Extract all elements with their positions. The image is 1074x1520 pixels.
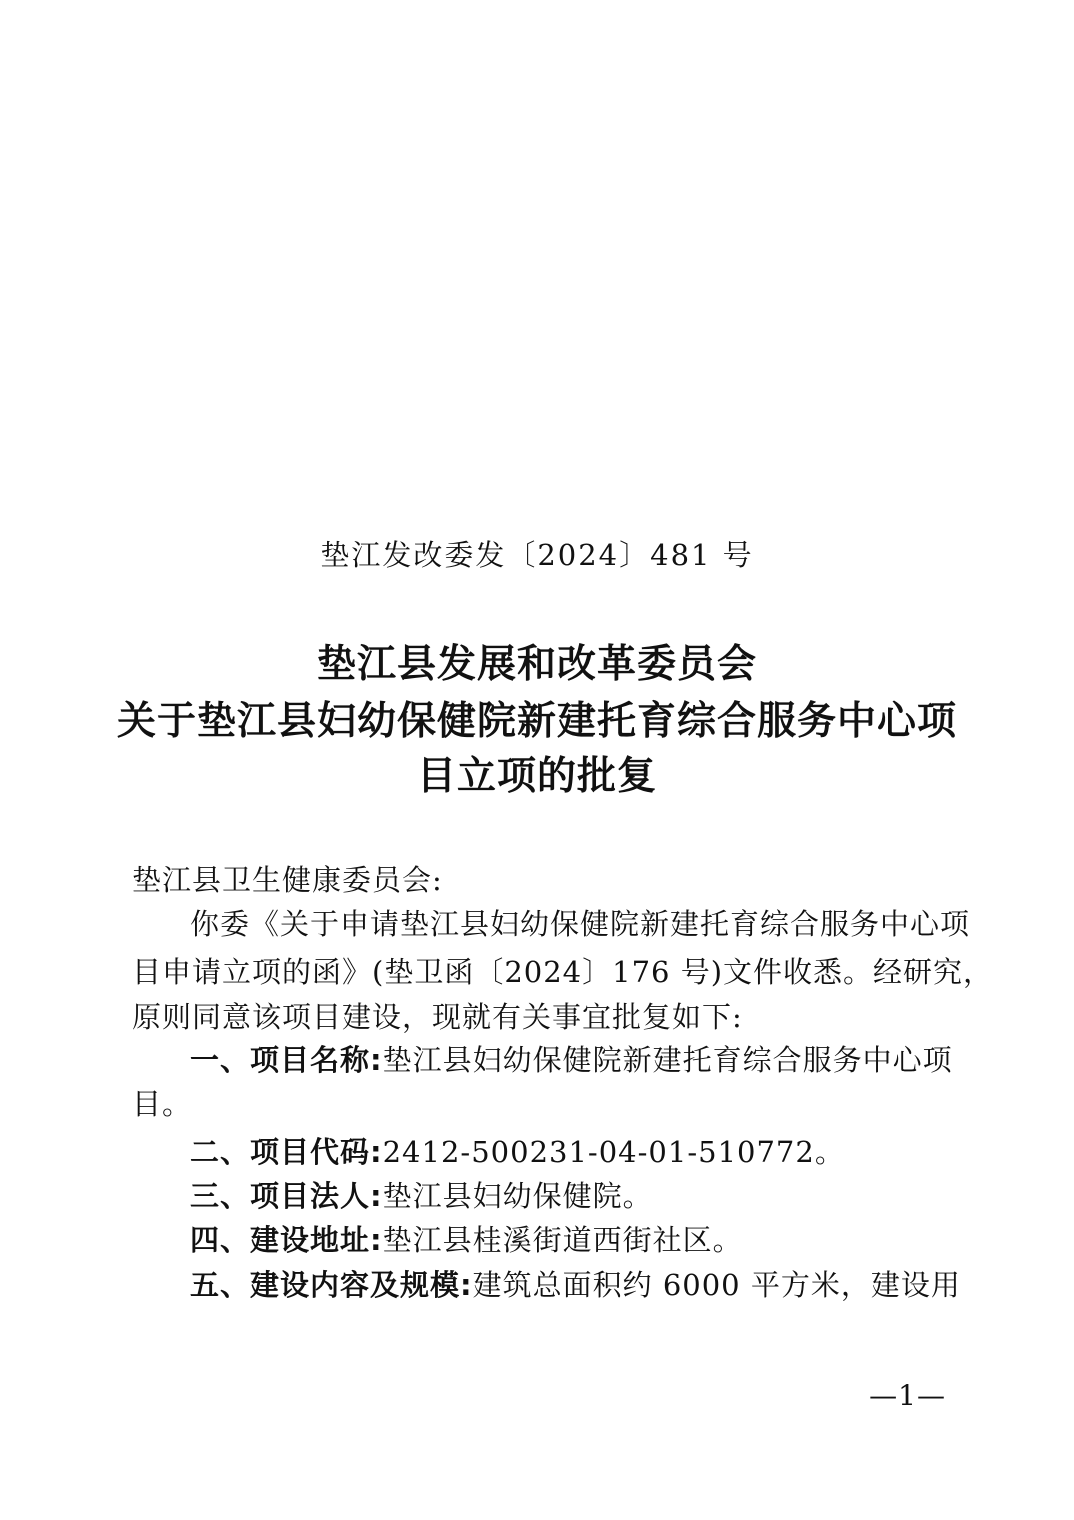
item-label: 一、项目名称: <box>190 1043 383 1077</box>
body-line-2: 目申请立项的函》(垫卫函〔2024〕176 号)文件收悉。经研究， <box>132 955 994 989</box>
body-line-1: 你委《关于申请垫江县妇幼保健院新建托育综合服务中心项 <box>190 907 971 941</box>
title-line-3: 目立项的批复 <box>416 754 657 799</box>
item-project-legal-entity <box>190 1176 947 1216</box>
item-value: 垫江县桂溪街道西街社区。 <box>382 1223 743 1257</box>
page-number: —1— <box>869 1379 946 1412</box>
body-line-3: 原则同意该项目建设，现就有关事宜批复如下: <box>132 1000 743 1034</box>
document-number: 垫江发改委发〔2024〕481 号 <box>320 538 754 572</box>
item-project-code <box>190 1132 947 1172</box>
title-line-2: 关于垫江县妇幼保健院新建托育综合服务中心项 <box>116 699 957 744</box>
addressee: 垫江县卫生健康委员会: <box>132 863 443 897</box>
item-label: 三、项目法人: <box>190 1179 383 1213</box>
item-value: 建筑总面积约 6000 平方米，建设用 <box>472 1268 961 1302</box>
item-label: 二、项目代码: <box>190 1135 383 1169</box>
item-project-name <box>190 1040 953 1080</box>
item-construction-address <box>190 1220 947 1260</box>
item-construction-scope <box>190 1265 961 1305</box>
title-line-1: 垫江县发展和改革委员会 <box>316 642 757 687</box>
item-value: 垫江县妇幼保健院。 <box>382 1179 653 1213</box>
item-project-name-continuation: 目。 <box>132 1087 193 1121</box>
item-label: 四、建设地址: <box>190 1223 383 1257</box>
item-label: 五、建设内容及规模: <box>190 1268 473 1302</box>
item-value: 垫江县妇幼保健院新建托育综合服务中心项 <box>382 1043 953 1077</box>
item-value: 2412-500231-04-01-510772。 <box>382 1135 845 1169</box>
